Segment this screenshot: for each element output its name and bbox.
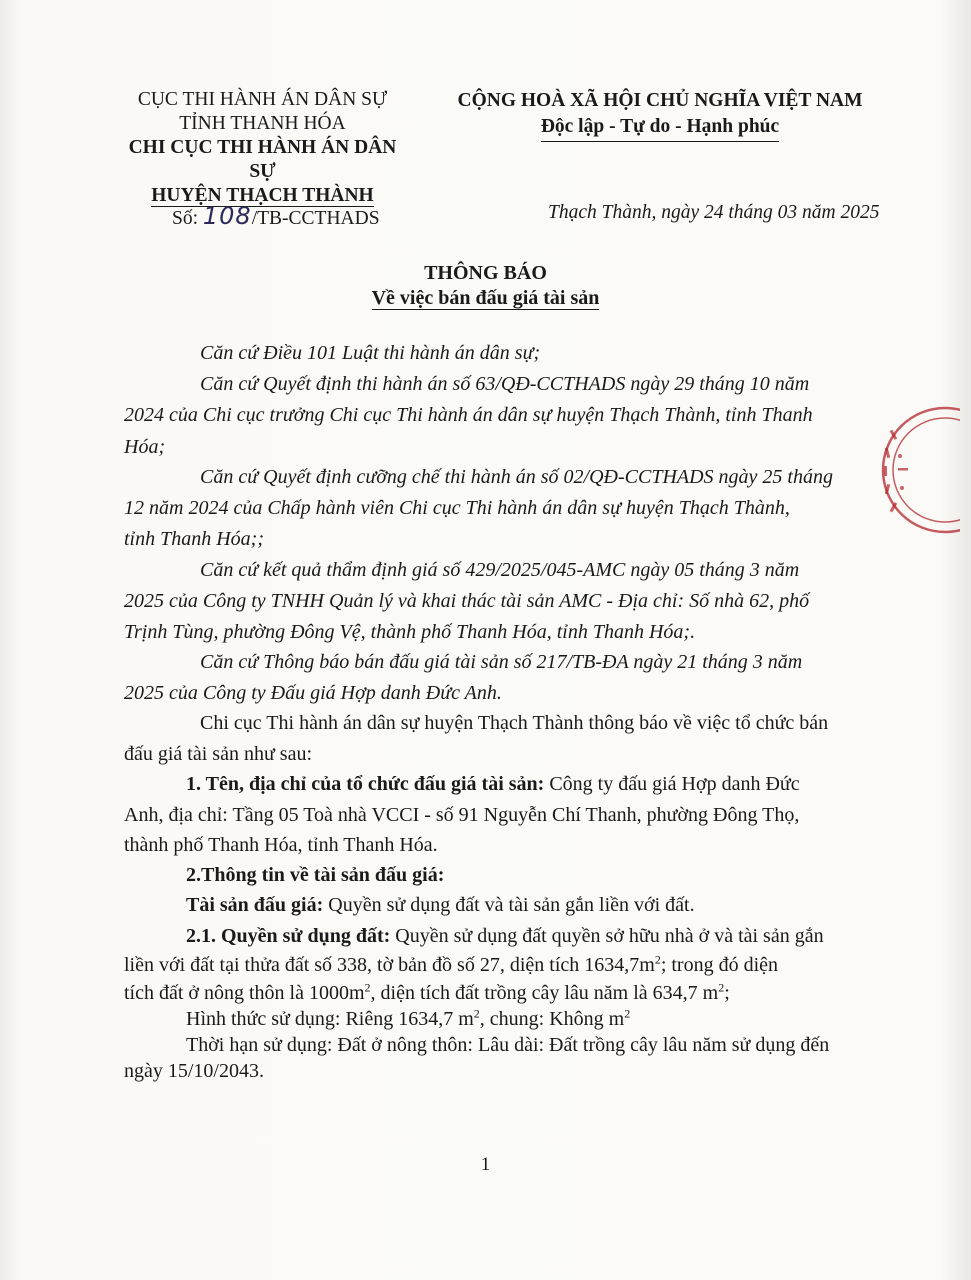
agency-line-2: TỈNH THANH HÓA bbox=[179, 113, 346, 134]
document-subtitle: Về việc bán đấu giá tài sản bbox=[371, 287, 600, 309]
section-1-line: Anh, địa chỉ: Tầng 05 Toà nhà VCCI - số 91 Nguyễn Chí Thanh, phường Đông Thọ, bbox=[124, 804, 800, 826]
document-title: THÔNG BÁO bbox=[424, 262, 547, 284]
basis-line: tỉnh Thanh Hóa;; bbox=[124, 528, 264, 550]
basis-line: Căn cứ Quyết định thi hành án số 63/QĐ-CCTHADS ngày 29 tháng 10 năm bbox=[200, 373, 810, 395]
agency-line-4: HUYỆN THẠCH THÀNH bbox=[151, 185, 374, 206]
nation-name: CỘNG HOÀ XÃ HỘI CHỦ NGHĨA VIỆT NAM bbox=[457, 90, 863, 111]
section-1-line: thành phố Thanh Hóa, tỉnh Thanh Hóa. bbox=[124, 834, 438, 856]
basis-line: 2024 của Chi cục trưởng Chi cục Thi hành án dân sự huyện Thạch Thành, tỉnh Thanh bbox=[124, 404, 813, 426]
page-number: 1 bbox=[480, 1154, 491, 1175]
basis-line: 12 năm 2024 của Chấp hành viên Chi cục Thi hành án dân sự huyện Thạch Thành, bbox=[124, 497, 790, 519]
place-date: Thạch Thành, ngày 24 tháng 03 năm 2025 bbox=[548, 202, 880, 223]
national-motto: Độc lập - Tự do - Hạnh phúc bbox=[541, 114, 779, 142]
basis-line: 2025 của Công ty TNHH Quản lý và khai thác tài sản AMC - Địa chỉ: Số nhà 62, phố bbox=[124, 590, 810, 612]
agency-line-3: CHI CỤC THI HÀNH ÁN DÂN SỰ bbox=[128, 137, 397, 182]
basis-line: Căn cứ Điều 101 Luật thi hành án dân sự; bbox=[200, 342, 541, 364]
basis-line: Căn cứ Thông báo bán đấu giá tài sản số 217/TB-ĐA ngày 21 tháng 3 năm bbox=[200, 651, 803, 673]
section-2-1: 2.1. Quyền sử dụng đất: Quyền sử dụng đất quyền sở hữu nhà ở và tài sản gắn bbox=[186, 925, 824, 947]
document-number: Số: 108/TB-CCTHADS bbox=[172, 202, 380, 230]
section-2-heading: 2.Thông tin về tài sản đấu giá: bbox=[186, 864, 445, 886]
basis-line: Căn cứ kết quả thẩm định giá số 429/2025/045-AMC ngày 05 tháng 3 năm bbox=[200, 559, 800, 581]
usage-term-line: Thời hạn sử dụng: Đất ở nông thôn: Lâu dài: Đất trồng cây lâu năm sử dụng đến bbox=[186, 1034, 830, 1056]
basis-line: Căn cứ Quyết định cưỡng chế thi hành án số 02/QĐ-CCTHADS ngày 25 tháng bbox=[200, 466, 833, 488]
basis-line: Trịnh Tùng, phường Đông Vệ, thành phố Thanh Hóa, tỉnh Thanh Hóa;. bbox=[124, 621, 696, 643]
basis-line: Hóa; bbox=[124, 436, 166, 458]
intro-line: Chi cục Thi hành án dân sự huyện Thạch Thành thông báo về việc tổ chức bán bbox=[200, 712, 829, 734]
basis-line: 2025 của Công ty Đấu giá Hợp danh Đức Anh. bbox=[124, 682, 502, 704]
red-seal-stamp bbox=[870, 400, 960, 540]
asset-line: Tài sản đấu giá: Quyền sử dụng đất và tài sản gắn liền với đất. bbox=[186, 894, 695, 916]
intro-line: đấu giá tài sản như sau: bbox=[124, 743, 313, 765]
section-2-1-line: tích đất ở nông thôn là $1000m^2$, diện tích đất trồng cây lâu năm là 634,7 $m^2$; bbox=[124, 980, 730, 1004]
handwritten-number: 108 bbox=[202, 202, 252, 230]
section-1: 1. Tên, địa chỉ của tổ chức đấu giá tài sản: Công ty đấu giá Hợp danh Đức bbox=[186, 773, 800, 795]
national-header bbox=[440, 88, 880, 142]
section-2-1-line: liền với đất tại thửa đất số 338, tờ bản đồ số 27, diện tích $1634,7m^2$; trong đó diện bbox=[124, 952, 779, 976]
usage-term-line: ngày 15/10/2043. bbox=[124, 1060, 264, 1082]
agency-line-1: CỤC THI HÀNH ÁN DÂN SỰ bbox=[137, 89, 388, 110]
usage-form-line: Hình thức sử dụng: Riêng 1634,7 $m^2$, chung: Không $m^2$ bbox=[186, 1006, 631, 1030]
issuing-agency-block bbox=[120, 88, 405, 208]
